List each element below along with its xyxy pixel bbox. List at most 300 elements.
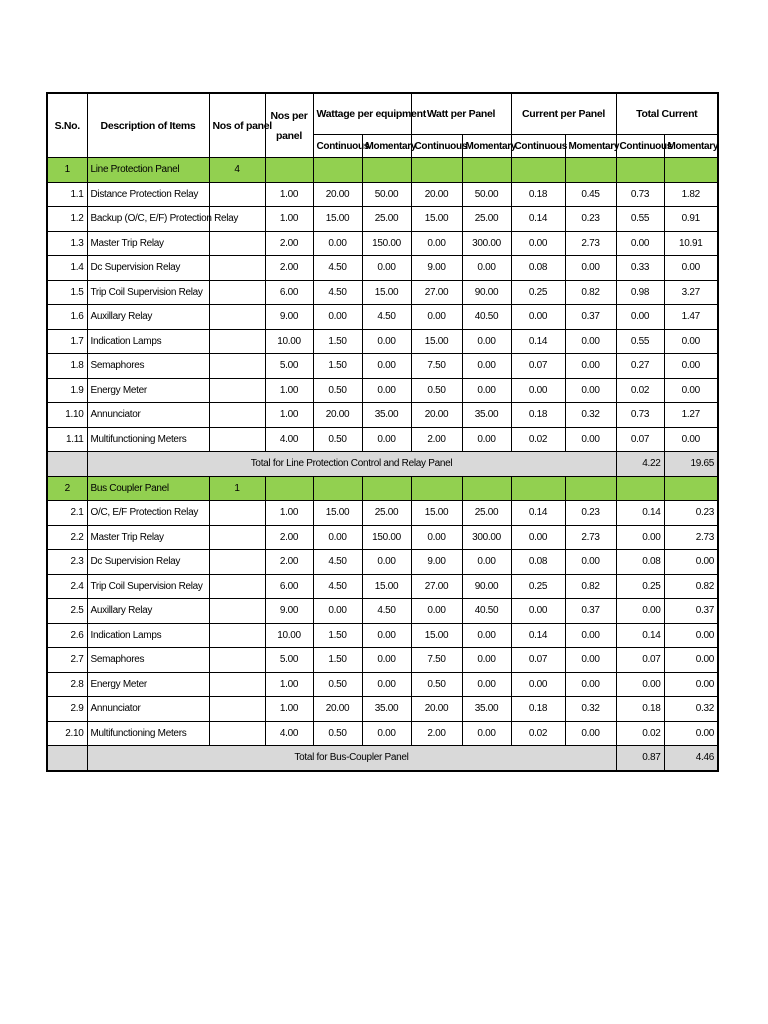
- item-wattage-continuous: 0.00: [313, 525, 362, 550]
- item-watt-panel-continuous: 9.00: [411, 550, 462, 575]
- header-current-per-panel: Current per Panel: [511, 93, 616, 135]
- item-nos-of-panel: [209, 354, 265, 379]
- item-total-current-continuous: 0.02: [616, 378, 664, 403]
- item-nos-per-panel: 5.00: [265, 648, 313, 673]
- item-sno: 2.5: [47, 599, 87, 624]
- item-description: Trip Coil Supervision Relay: [87, 280, 209, 305]
- item-nos-of-panel: [209, 623, 265, 648]
- item-description: Auxillary Relay: [87, 599, 209, 624]
- item-nos-of-panel: [209, 501, 265, 526]
- item-nos-of-panel: [209, 182, 265, 207]
- table-row: [47, 648, 718, 673]
- item-total-current-continuous: 0.07: [616, 648, 664, 673]
- item-total-current-continuous: 0.18: [616, 697, 664, 722]
- table-row: [47, 525, 718, 550]
- item-wattage-momentary: 4.50: [362, 305, 411, 330]
- item-description: Annunciator: [87, 697, 209, 722]
- subheader-continuous: Continuous: [411, 135, 462, 158]
- item-watt-panel-momentary: 0.00: [462, 721, 511, 746]
- item-description: Semaphores: [87, 648, 209, 673]
- item-wattage-continuous: 4.50: [313, 550, 362, 575]
- item-description: Distance Protection Relay: [87, 182, 209, 207]
- header-total-current: Total Current: [616, 93, 718, 135]
- item-wattage-momentary: 0.00: [362, 550, 411, 575]
- item-watt-panel-continuous: 0.00: [411, 305, 462, 330]
- item-total-current-momentary: 10.91: [664, 231, 718, 256]
- item-current-panel-continuous: 0.14: [511, 329, 565, 354]
- item-current-panel-momentary: 0.00: [565, 550, 616, 575]
- item-current-panel-continuous: 0.25: [511, 280, 565, 305]
- item-watt-panel-momentary: 0.00: [462, 648, 511, 673]
- table-row: [47, 256, 718, 281]
- item-wattage-momentary: 35.00: [362, 697, 411, 722]
- item-sno: 1.11: [47, 427, 87, 452]
- item-nos-of-panel: [209, 574, 265, 599]
- item-wattage-momentary: 150.00: [362, 231, 411, 256]
- item-sno: 2.10: [47, 721, 87, 746]
- item-total-current-momentary: 2.73: [664, 525, 718, 550]
- section-total-continuous: 0.87: [616, 746, 664, 771]
- item-sno: 2.6: [47, 623, 87, 648]
- item-wattage-continuous: 0.00: [313, 599, 362, 624]
- item-current-panel-continuous: 0.08: [511, 550, 565, 575]
- item-current-panel-momentary: 0.00: [565, 329, 616, 354]
- item-sno: 2.7: [47, 648, 87, 673]
- item-total-current-momentary: 0.23: [664, 501, 718, 526]
- item-total-current-momentary: 1.27: [664, 403, 718, 428]
- item-nos-of-panel: [209, 599, 265, 624]
- header-wattage-per-equipment: Wattage per equipment: [313, 93, 411, 135]
- item-current-panel-momentary: 0.00: [565, 648, 616, 673]
- item-current-panel-continuous: 0.00: [511, 672, 565, 697]
- item-nos-per-panel: 4.00: [265, 721, 313, 746]
- empty-cell: [265, 158, 313, 183]
- empty-cell: [362, 158, 411, 183]
- item-watt-panel-momentary: 0.00: [462, 427, 511, 452]
- empty-cell: [265, 476, 313, 501]
- empty-cell: [511, 158, 565, 183]
- item-total-current-continuous: 0.33: [616, 256, 664, 281]
- item-total-current-continuous: 0.00: [616, 599, 664, 624]
- item-current-panel-continuous: 0.00: [511, 231, 565, 256]
- item-current-panel-continuous: 0.18: [511, 403, 565, 428]
- item-current-panel-momentary: 0.82: [565, 280, 616, 305]
- item-wattage-momentary: 0.00: [362, 648, 411, 673]
- item-wattage-continuous: 20.00: [313, 697, 362, 722]
- subheader-momentary: Momentary: [462, 135, 511, 158]
- item-watt-panel-continuous: 0.50: [411, 378, 462, 403]
- item-watt-panel-momentary: 0.00: [462, 550, 511, 575]
- item-total-current-continuous: 0.07: [616, 427, 664, 452]
- item-current-panel-continuous: 0.07: [511, 354, 565, 379]
- subheader-momentary: Momentary: [664, 135, 718, 158]
- item-wattage-continuous: 1.50: [313, 354, 362, 379]
- item-wattage-continuous: 0.50: [313, 378, 362, 403]
- section-total-momentary: 4.46: [664, 746, 718, 771]
- table-row: [47, 697, 718, 722]
- section-title: Line Protection Panel: [87, 158, 209, 183]
- item-total-current-continuous: 0.00: [616, 231, 664, 256]
- item-sno: 2.9: [47, 697, 87, 722]
- item-total-current-momentary: 0.00: [664, 623, 718, 648]
- item-watt-panel-momentary: 90.00: [462, 280, 511, 305]
- item-wattage-momentary: 0.00: [362, 378, 411, 403]
- subheader-continuous: Continuous: [511, 135, 565, 158]
- item-total-current-continuous: 0.00: [616, 672, 664, 697]
- item-total-current-momentary: 0.00: [664, 329, 718, 354]
- item-current-panel-momentary: 0.00: [565, 623, 616, 648]
- empty-cell: [313, 158, 362, 183]
- item-current-panel-continuous: 0.18: [511, 182, 565, 207]
- item-sno: 1.10: [47, 403, 87, 428]
- item-sno: 1.5: [47, 280, 87, 305]
- item-nos-per-panel: 1.00: [265, 501, 313, 526]
- item-watt-panel-continuous: 20.00: [411, 182, 462, 207]
- empty-cell: [565, 158, 616, 183]
- item-watt-panel-continuous: 20.00: [411, 697, 462, 722]
- item-current-panel-momentary: 2.73: [565, 525, 616, 550]
- item-nos-of-panel: [209, 280, 265, 305]
- header-nos-per-panel: Nos per panel: [265, 93, 313, 158]
- table-row: [47, 623, 718, 648]
- item-total-current-momentary: 0.00: [664, 427, 718, 452]
- item-total-current-continuous: 0.14: [616, 623, 664, 648]
- item-watt-panel-momentary: 50.00: [462, 182, 511, 207]
- item-watt-panel-momentary: 40.50: [462, 599, 511, 624]
- item-sno: 1.6: [47, 305, 87, 330]
- item-wattage-momentary: 0.00: [362, 256, 411, 281]
- item-wattage-momentary: 35.00: [362, 403, 411, 428]
- empty-cell: [664, 476, 718, 501]
- item-description: Backup (O/C, E/F) Protection Relay: [87, 207, 209, 232]
- item-description: Dc Supervision Relay: [87, 550, 209, 575]
- item-wattage-continuous: 0.00: [313, 305, 362, 330]
- item-description: Multifunctioning Meters: [87, 427, 209, 452]
- item-total-current-momentary: 1.82: [664, 182, 718, 207]
- table-row: [47, 378, 718, 403]
- table-row: [47, 329, 718, 354]
- empty-cell: [47, 452, 87, 477]
- item-wattage-continuous: 0.00: [313, 231, 362, 256]
- item-total-current-continuous: 0.14: [616, 501, 664, 526]
- item-current-panel-continuous: 0.02: [511, 721, 565, 746]
- item-nos-of-panel: [209, 672, 265, 697]
- item-total-current-momentary: 0.00: [664, 648, 718, 673]
- table-row: [47, 182, 718, 207]
- item-nos-per-panel: 1.00: [265, 697, 313, 722]
- empty-cell: [616, 476, 664, 501]
- item-watt-panel-continuous: 27.00: [411, 280, 462, 305]
- item-current-panel-momentary: 0.23: [565, 501, 616, 526]
- item-watt-panel-continuous: 15.00: [411, 501, 462, 526]
- header-description: Description of Items: [87, 93, 209, 158]
- item-sno: 1.8: [47, 354, 87, 379]
- item-description: Multifunctioning Meters: [87, 721, 209, 746]
- item-watt-panel-continuous: 15.00: [411, 329, 462, 354]
- empty-cell: [664, 158, 718, 183]
- item-watt-panel-continuous: 2.00: [411, 721, 462, 746]
- section-number: 2: [47, 476, 87, 501]
- item-current-panel-momentary: 0.00: [565, 378, 616, 403]
- item-current-panel-momentary: 0.00: [565, 721, 616, 746]
- item-wattage-continuous: 1.50: [313, 648, 362, 673]
- item-wattage-continuous: 1.50: [313, 623, 362, 648]
- section-total-row: [47, 746, 718, 771]
- item-sno: 1.3: [47, 231, 87, 256]
- item-wattage-momentary: 0.00: [362, 329, 411, 354]
- item-total-current-continuous: 0.27: [616, 354, 664, 379]
- item-description: Trip Coil Supervision Relay: [87, 574, 209, 599]
- item-current-panel-continuous: 0.18: [511, 697, 565, 722]
- item-nos-per-panel: 1.00: [265, 207, 313, 232]
- item-current-panel-momentary: 0.45: [565, 182, 616, 207]
- item-nos-per-panel: 9.00: [265, 305, 313, 330]
- item-nos-of-panel: [209, 231, 265, 256]
- item-description: Indication Lamps: [87, 623, 209, 648]
- item-nos-of-panel: [209, 329, 265, 354]
- item-current-panel-momentary: 0.32: [565, 403, 616, 428]
- table-row: [47, 599, 718, 624]
- item-wattage-continuous: 0.50: [313, 672, 362, 697]
- empty-cell: [462, 476, 511, 501]
- item-nos-per-panel: 1.00: [265, 182, 313, 207]
- item-description: Semaphores: [87, 354, 209, 379]
- item-watt-panel-continuous: 15.00: [411, 623, 462, 648]
- item-watt-panel-momentary: 0.00: [462, 672, 511, 697]
- item-watt-panel-momentary: 25.00: [462, 207, 511, 232]
- item-wattage-momentary: 4.50: [362, 599, 411, 624]
- table-row: [47, 280, 718, 305]
- table-body: [47, 158, 718, 771]
- item-watt-panel-continuous: 0.00: [411, 599, 462, 624]
- item-sno: 1.7: [47, 329, 87, 354]
- item-nos-of-panel: [209, 403, 265, 428]
- item-watt-panel-continuous: 7.50: [411, 354, 462, 379]
- item-watt-panel-momentary: 300.00: [462, 525, 511, 550]
- item-wattage-continuous: 15.00: [313, 501, 362, 526]
- item-total-current-continuous: 0.55: [616, 329, 664, 354]
- subheader-momentary: Momentary: [362, 135, 411, 158]
- item-wattage-continuous: 20.00: [313, 182, 362, 207]
- item-nos-per-panel: 10.00: [265, 329, 313, 354]
- item-nos-per-panel: 6.00: [265, 574, 313, 599]
- item-wattage-momentary: 50.00: [362, 182, 411, 207]
- table-row: [47, 403, 718, 428]
- item-sno: 2.2: [47, 525, 87, 550]
- item-current-panel-momentary: 0.00: [565, 672, 616, 697]
- item-current-panel-momentary: 0.00: [565, 427, 616, 452]
- item-sno: 1.9: [47, 378, 87, 403]
- item-sno: 2.4: [47, 574, 87, 599]
- item-watt-panel-continuous: 15.00: [411, 207, 462, 232]
- item-wattage-momentary: 0.00: [362, 354, 411, 379]
- empty-cell: [411, 476, 462, 501]
- item-wattage-continuous: 1.50: [313, 329, 362, 354]
- item-total-current-momentary: 0.00: [664, 672, 718, 697]
- item-nos-per-panel: 2.00: [265, 256, 313, 281]
- item-watt-panel-momentary: 0.00: [462, 623, 511, 648]
- item-current-panel-momentary: 0.37: [565, 599, 616, 624]
- item-wattage-momentary: 25.00: [362, 501, 411, 526]
- item-description: Energy Meter: [87, 378, 209, 403]
- table-row: [47, 427, 718, 452]
- item-total-current-momentary: 0.32: [664, 697, 718, 722]
- item-nos-of-panel: [209, 697, 265, 722]
- item-nos-per-panel: 6.00: [265, 280, 313, 305]
- item-total-current-continuous: 0.55: [616, 207, 664, 232]
- item-total-current-continuous: 0.08: [616, 550, 664, 575]
- header-sno: S.No.: [47, 93, 87, 158]
- panel-current-table: [46, 92, 719, 772]
- item-watt-panel-momentary: 0.00: [462, 256, 511, 281]
- item-total-current-momentary: 0.37: [664, 599, 718, 624]
- empty-cell: [462, 158, 511, 183]
- item-description: Energy Meter: [87, 672, 209, 697]
- item-watt-panel-momentary: 40.50: [462, 305, 511, 330]
- section-header-row: [47, 158, 718, 183]
- item-total-current-momentary: 0.00: [664, 721, 718, 746]
- item-nos-per-panel: 4.00: [265, 427, 313, 452]
- item-nos-of-panel: [209, 525, 265, 550]
- section-total-row: [47, 452, 718, 477]
- item-description: Indication Lamps: [87, 329, 209, 354]
- item-current-panel-continuous: 0.08: [511, 256, 565, 281]
- item-sno: 1.4: [47, 256, 87, 281]
- table-row: [47, 672, 718, 697]
- item-nos-per-panel: 1.00: [265, 403, 313, 428]
- item-wattage-continuous: 20.00: [313, 403, 362, 428]
- section-nos-of-panel: 1: [209, 476, 265, 501]
- item-wattage-momentary: 15.00: [362, 280, 411, 305]
- item-total-current-continuous: 0.02: [616, 721, 664, 746]
- item-watt-panel-momentary: 300.00: [462, 231, 511, 256]
- item-total-current-momentary: 0.00: [664, 256, 718, 281]
- item-sno: 2.3: [47, 550, 87, 575]
- item-total-current-momentary: 0.91: [664, 207, 718, 232]
- item-wattage-momentary: 15.00: [362, 574, 411, 599]
- item-watt-panel-momentary: 35.00: [462, 697, 511, 722]
- item-current-panel-continuous: 0.14: [511, 623, 565, 648]
- item-total-current-momentary: 0.00: [664, 378, 718, 403]
- subheader-momentary: Momentary: [565, 135, 616, 158]
- item-wattage-momentary: 150.00: [362, 525, 411, 550]
- item-description: O/C, E/F Protection Relay: [87, 501, 209, 526]
- item-wattage-continuous: 4.50: [313, 574, 362, 599]
- item-watt-panel-continuous: 20.00: [411, 403, 462, 428]
- section-total-continuous: 4.22: [616, 452, 664, 477]
- item-current-panel-continuous: 0.00: [511, 599, 565, 624]
- item-sno: 2.8: [47, 672, 87, 697]
- item-nos-per-panel: 1.00: [265, 378, 313, 403]
- item-wattage-continuous: 4.50: [313, 280, 362, 305]
- item-watt-panel-continuous: 9.00: [411, 256, 462, 281]
- table-row: [47, 721, 718, 746]
- section-number: 1: [47, 158, 87, 183]
- item-sno: 1.1: [47, 182, 87, 207]
- item-nos-per-panel: 2.00: [265, 550, 313, 575]
- empty-cell: [313, 476, 362, 501]
- item-nos-per-panel: 1.00: [265, 672, 313, 697]
- item-current-panel-momentary: 2.73: [565, 231, 616, 256]
- header-nos-of-panel: Nos of panel: [209, 93, 265, 158]
- item-current-panel-continuous: 0.07: [511, 648, 565, 673]
- item-total-current-momentary: 0.00: [664, 550, 718, 575]
- section-header-row: [47, 476, 718, 501]
- section-nos-of-panel: 4: [209, 158, 265, 183]
- empty-cell: [47, 746, 87, 771]
- item-nos-of-panel: [209, 305, 265, 330]
- item-nos-of-panel: [209, 721, 265, 746]
- empty-cell: [565, 476, 616, 501]
- item-wattage-continuous: 15.00: [313, 207, 362, 232]
- item-total-current-momentary: 0.00: [664, 354, 718, 379]
- table-row: [47, 550, 718, 575]
- empty-cell: [511, 476, 565, 501]
- item-watt-panel-continuous: 2.00: [411, 427, 462, 452]
- item-description: Master Trip Relay: [87, 525, 209, 550]
- item-wattage-continuous: 0.50: [313, 427, 362, 452]
- item-current-panel-momentary: 0.00: [565, 354, 616, 379]
- item-current-panel-continuous: 0.00: [511, 525, 565, 550]
- item-current-panel-continuous: 0.25: [511, 574, 565, 599]
- table-row: [47, 305, 718, 330]
- empty-cell: [616, 158, 664, 183]
- table-row: [47, 501, 718, 526]
- item-watt-panel-continuous: 0.50: [411, 672, 462, 697]
- section-total-label: Total for Bus-Coupler Panel: [87, 746, 616, 771]
- item-total-current-continuous: 0.00: [616, 525, 664, 550]
- section-total-momentary: 19.65: [664, 452, 718, 477]
- item-nos-per-panel: 9.00: [265, 599, 313, 624]
- empty-cell: [411, 158, 462, 183]
- item-description: Master Trip Relay: [87, 231, 209, 256]
- item-nos-per-panel: 2.00: [265, 525, 313, 550]
- item-current-panel-momentary: 0.82: [565, 574, 616, 599]
- item-description: Auxillary Relay: [87, 305, 209, 330]
- section-total-label: Total for Line Protection Control and Relay Panel: [87, 452, 616, 477]
- table-row: [47, 231, 718, 256]
- item-nos-of-panel: [209, 550, 265, 575]
- item-nos-of-panel: [209, 256, 265, 281]
- item-total-current-continuous: 0.25: [616, 574, 664, 599]
- item-current-panel-momentary: 0.23: [565, 207, 616, 232]
- item-wattage-momentary: 0.00: [362, 721, 411, 746]
- item-current-panel-continuous: 0.14: [511, 501, 565, 526]
- item-current-panel-momentary: 0.32: [565, 697, 616, 722]
- item-watt-panel-continuous: 0.00: [411, 231, 462, 256]
- item-total-current-momentary: 1.47: [664, 305, 718, 330]
- empty-cell: [362, 476, 411, 501]
- item-wattage-momentary: 25.00: [362, 207, 411, 232]
- item-current-panel-continuous: 0.02: [511, 427, 565, 452]
- item-sno: 1.2: [47, 207, 87, 232]
- item-description: Dc Supervision Relay: [87, 256, 209, 281]
- item-total-current-continuous: 0.00: [616, 305, 664, 330]
- item-total-current-momentary: 0.82: [664, 574, 718, 599]
- item-nos-per-panel: 10.00: [265, 623, 313, 648]
- item-nos-of-panel: [209, 378, 265, 403]
- item-wattage-continuous: 4.50: [313, 256, 362, 281]
- item-wattage-momentary: 0.00: [362, 427, 411, 452]
- item-watt-panel-momentary: 0.00: [462, 354, 511, 379]
- item-total-current-continuous: 0.98: [616, 280, 664, 305]
- item-sno: 2.1: [47, 501, 87, 526]
- item-watt-panel-continuous: 7.50: [411, 648, 462, 673]
- item-current-panel-continuous: 0.00: [511, 305, 565, 330]
- item-watt-panel-momentary: 90.00: [462, 574, 511, 599]
- table-row: [47, 207, 718, 232]
- item-current-panel-momentary: 0.00: [565, 256, 616, 281]
